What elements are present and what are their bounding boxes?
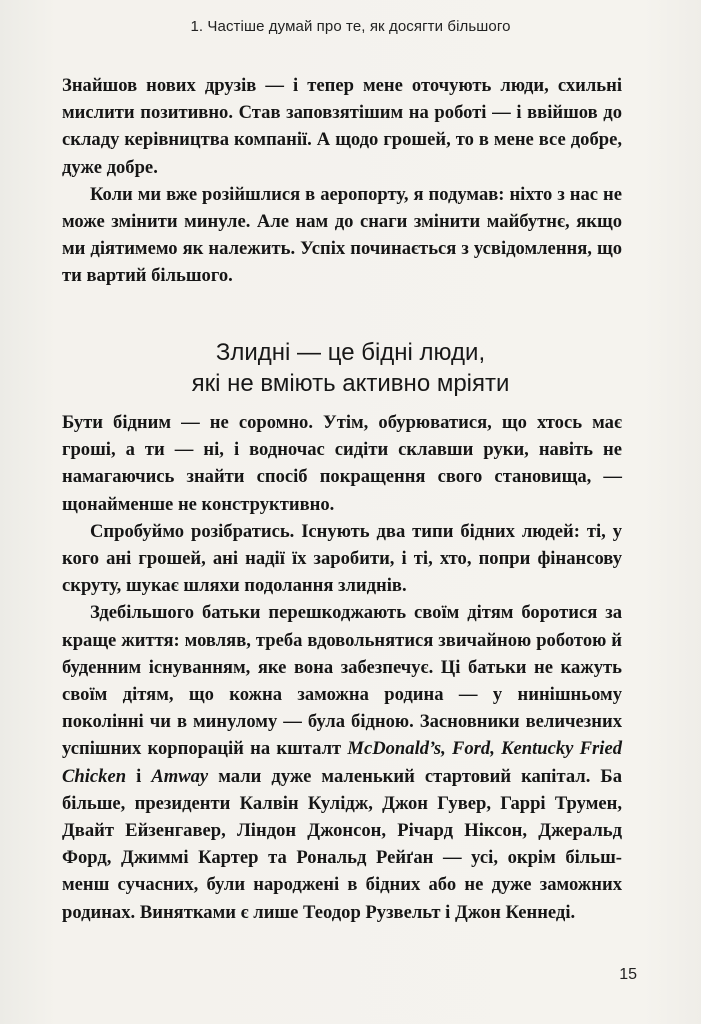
paragraph-airport: Коли ми вже розійшлися в аеропорту, я подумав: ніхто з нас не може змінити минуле. Але нам до снаги змінити майбутнє, якщо ми діятимемо як належить. Успіх починається з усвідомлення, що ти вартий більшого.: [62, 183, 622, 287]
parents-text-start: Здебільшого батьки перешкоджають своїм дітям боротися за краще життя: мовляв, треба вдовольнятися звичайною роботою й буденним існуванням, яке вона забезпечує. Ці батьки не кажуть своїм дітям, що кожна заможна родина — у нинішньому поколінні чи в минулому — була бідною. Засновники величезних успішних корпорацій на кшталт: [62, 602, 622, 760]
brand-names-2: Amway: [151, 765, 209, 787]
paragraph-two-types: Спробуймо розібратись. Існують два типи бідних людей: ті, у кого ані грошей, ані надії їх заробити, і ті, хто, попри фінансову скруту, шукає шляхи подолання злиднів.: [62, 520, 622, 597]
paragraph-parents: [62, 599, 622, 925]
section-heading-line-1: Злидні — це бідні люди,: [215, 339, 486, 366]
parents-text-end: мали дуже маленький стартовий капітал. Ба більше, президенти Калвін Кулідж, Джон Гувер, Гаррі Трумен, Двайт Ейзенгавер, Ліндон Джонсон, Річард Ніксон, Джеральд Форд, Джиммі Картер та Рональд Рейґан — усі, окрім більш-менш сучасних, були народжені в бідних або не дуже заможних родинах. Винятками є лише Теодор Рузвельт і Джон Кеннеді.: [62, 765, 622, 923]
running-head: 1. Частіше думай про те, як досягти більшого: [190, 18, 511, 35]
brand-names-1: McDonald’s, Ford, Kentucky Fried Chicken: [62, 738, 623, 787]
section-heading-line-2: які не вміють активно мріяти: [191, 370, 510, 397]
paragraph-continuation: Знайшов нових друзів — і тепер мене оточують люди, схильні мислити позитивно. Став заповзятішим на роботі — і ввійшов до складу керівництва компанії. А щодо грошей, то в мене все добре, дуже добре.: [62, 75, 622, 178]
top-text-block: [62, 72, 622, 290]
page-number: 15: [619, 966, 637, 983]
conjunction: і: [126, 765, 152, 787]
paragraph-poverty: Бути бідним — не соромно. Утім, обурюватися, що хтось має гроші, а ти — ні, і водночас сидіти склавши руки, навіть не намагаючись знайти спосіб покращення свого становища, — щонайменше не конструктивно.: [62, 412, 622, 515]
bottom-text-block: [62, 409, 622, 926]
